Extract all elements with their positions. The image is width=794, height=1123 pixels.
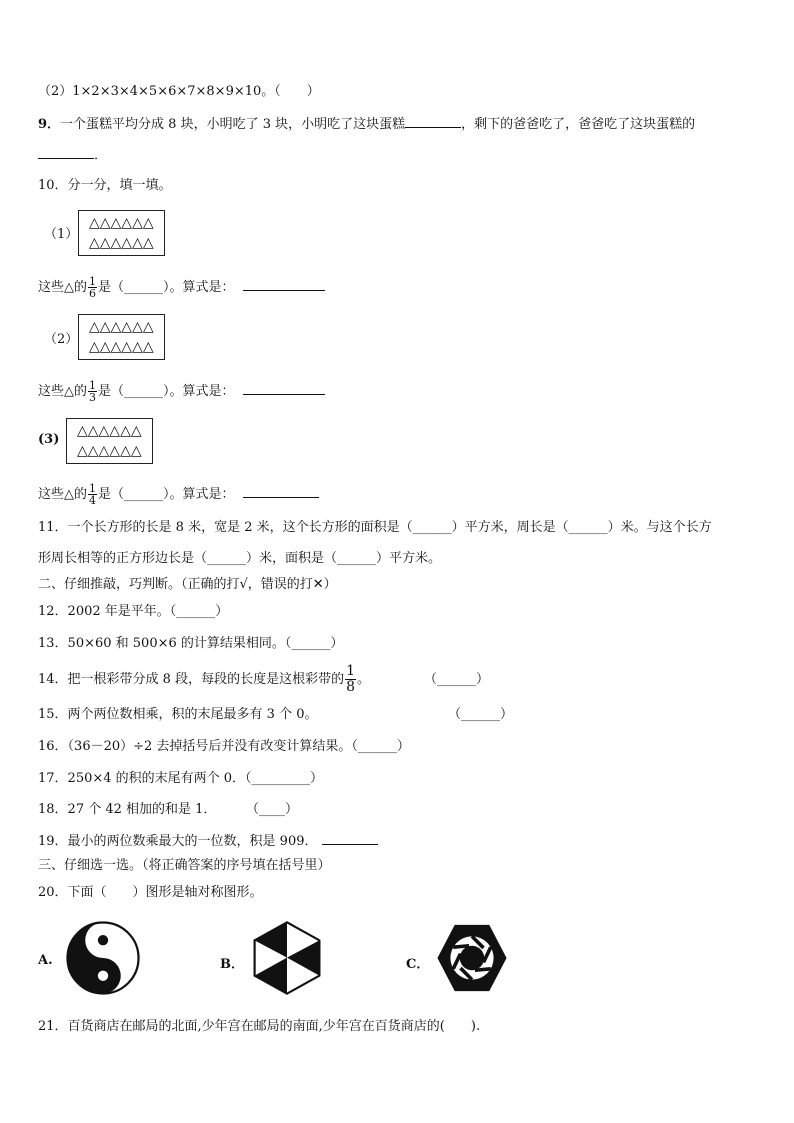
triangle-row: △△△△△△ xyxy=(77,443,142,459)
triangle-row: △△△△△△ xyxy=(77,423,142,439)
numerator: 1 xyxy=(89,482,96,495)
formula-blank[interactable] xyxy=(243,278,325,291)
question-9-continued xyxy=(38,146,107,165)
question-18: 18．27 个 42 相加的和是 1． xyxy=(38,802,217,817)
answer-blank[interactable] xyxy=(405,115,461,128)
section-3-heading: 三、仔细选一选。（将正确答案的序号填在括号里） xyxy=(38,858,331,873)
question-14 xyxy=(38,664,370,695)
question-13: 13．50×60 和 500×6 的计算结果相同。（______） xyxy=(38,636,344,651)
triangle-box xyxy=(78,210,165,256)
prefix-text: 这些△的 xyxy=(38,487,87,502)
question-text: 。 xyxy=(357,672,371,687)
question-text: ． xyxy=(94,148,108,163)
numerator: 1 xyxy=(89,379,96,392)
question-19 xyxy=(38,832,378,851)
numerator: 1 xyxy=(89,275,96,288)
denominator: 6 xyxy=(89,287,96,300)
question-11-line-1: 11．一个长方形的长是 8 米，宽是 2 米，这个长方形的面积是（______）平方米，周长是（______）米。与这个长方 xyxy=(38,520,712,535)
question-8-part-2: （2）1×2×3×4×5×6×7×8×9×10。（ ） xyxy=(38,84,320,99)
fraction xyxy=(88,276,97,299)
triangle-box xyxy=(66,418,153,464)
question-11-line-2: 形周长相等的正方形边长是（______）米，面积是（______）平方米。 xyxy=(38,551,442,566)
triangle-row: △△△△△△ xyxy=(89,339,154,355)
group-label: （2） xyxy=(44,332,79,347)
question-17: 17．250×4 的积的末尾有两个 0．（_________） xyxy=(38,771,324,786)
hexagon-shutter-icon xyxy=(434,922,510,994)
answer-prompt: 是（______）。算式是： xyxy=(98,487,235,502)
group-label: (3) xyxy=(38,432,60,447)
denominator: 3 xyxy=(89,391,96,404)
fraction xyxy=(88,483,97,506)
section-2-heading: 二、仔细推敲，巧判断。（正确的打√，错误的打✕） xyxy=(38,577,337,592)
question-text: 一个蛋糕平均分成 8 块，小明吃了 3 块，小明吃了这块蛋糕 xyxy=(60,117,406,132)
prefix-text: 这些△的 xyxy=(38,384,87,399)
question-21: 21．百货商店在邮局的北面,少年宫在邮局的南面,少年宫在百货商店的( ). xyxy=(38,1019,481,1034)
triangle-row: △△△△△△ xyxy=(89,235,154,251)
fraction xyxy=(88,380,97,403)
option-c-label[interactable]: C． xyxy=(406,957,430,972)
triangle-box xyxy=(78,314,165,360)
answer-prompt: 是（______）。算式是： xyxy=(98,280,235,295)
triangle-row: △△△△△△ xyxy=(89,319,154,335)
group-label: （1） xyxy=(44,227,79,242)
fraction xyxy=(345,664,356,695)
numerator: 1 xyxy=(346,663,355,679)
formula-blank[interactable] xyxy=(243,382,325,395)
question-9 xyxy=(38,115,695,134)
question-10-title: 10．分一分，填一填。 xyxy=(38,178,172,193)
answer-blank[interactable] xyxy=(322,832,378,845)
question-number: 9． xyxy=(38,117,61,132)
option-b-label[interactable]: B． xyxy=(220,957,244,972)
answer-prompt: 是（______）。算式是： xyxy=(98,384,235,399)
group-2-answer-line xyxy=(38,380,325,403)
question-15: 15．两个两位数相乘，积的末尾最多有 3 个 0。 xyxy=(38,707,318,722)
question-text: 14．把一根彩带分成 8 段，每段的长度是这根彩带的 xyxy=(38,672,345,687)
prefix-text: 这些△的 xyxy=(38,280,87,295)
question-text: 19．最小的两位数乘最大的一位数，积是 909． xyxy=(38,834,318,849)
denominator: 8 xyxy=(346,679,355,695)
denominator: 4 xyxy=(89,494,96,507)
answer-blank[interactable] xyxy=(38,146,94,159)
yin-yang-icon xyxy=(66,921,140,995)
group-3-answer-line xyxy=(38,483,319,506)
question-12: 12．2002 年是平年。（______） xyxy=(38,604,229,619)
question-20: 20．下面（ ）图形是轴对称图形。 xyxy=(38,885,263,900)
hexagon-triangles-icon xyxy=(251,920,323,996)
question-16: 16．（36－20）÷2 去掉括号后并没有改变计算结果。（______） xyxy=(38,739,410,754)
option-a-label[interactable]: A. xyxy=(38,953,53,968)
question-14-answer[interactable]: （______） xyxy=(424,672,490,687)
question-text: ，剩下的爸爸吃了，爸爸吃了这块蛋糕的 xyxy=(461,117,696,132)
group-1-answer-line xyxy=(38,276,325,299)
formula-blank[interactable] xyxy=(243,485,319,498)
question-18-answer[interactable]: （____） xyxy=(246,802,299,817)
question-15-answer[interactable]: （______） xyxy=(448,707,514,722)
triangle-row: △△△△△△ xyxy=(89,215,154,231)
